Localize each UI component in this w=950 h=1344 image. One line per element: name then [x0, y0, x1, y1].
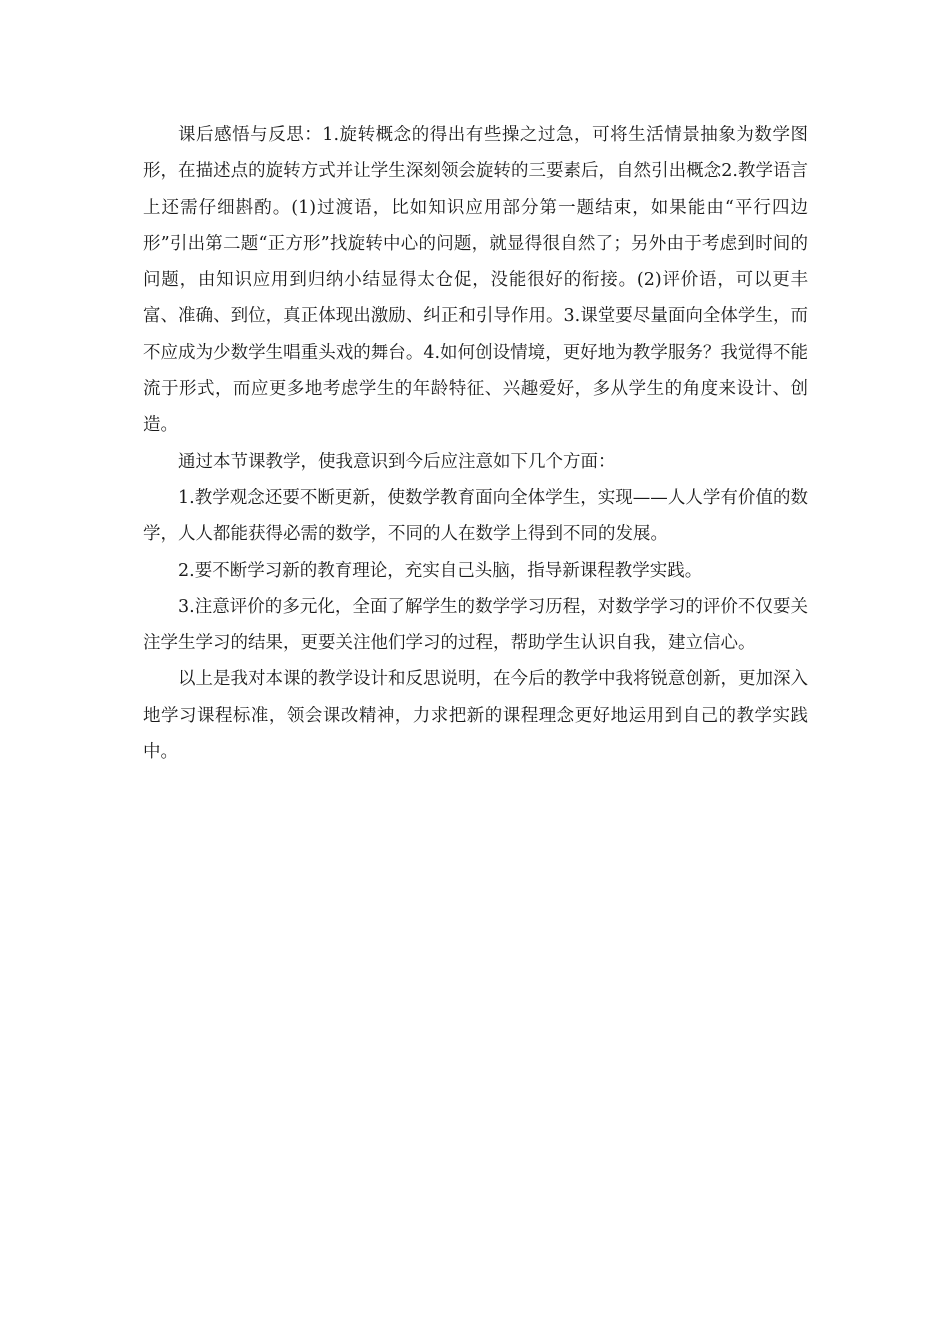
paragraph-conclusion: 以上是我对本课的教学设计和反思说明，在今后的教学中我将锐意创新，更加深入地学习课程标准，领会课改精神，力求把新的课程理念更好地运用到自己的教学实践中。 — [143, 669, 808, 763]
paragraph-point-3: 3.注意评价的多元化，全面了解学生的数学学习历程，对数学学习的评价不仅要关注学生学习的结果，更要关注他们学习的过程，帮助学生认识自我，建立信心。 — [143, 596, 808, 654]
paragraph-intro: 通过本节课教学，使我意识到今后应注意如下几个方面： — [178, 451, 616, 472]
paragraph-point-2: 2.要不断学习新的教育理论，充实自己头脑，指导新课程教学实践。 — [178, 560, 703, 581]
document-body — [143, 117, 808, 770]
paragraph-point-1: 1.教学观念还要不断更新，使数学教育面向全体学生，实现——人人学有价值的数学，人人都能获得必需的数学，不同的人在数学上得到不同的发展。 — [143, 487, 808, 545]
paragraph-reflection: 课后感悟与反思：1.旋转概念的得出有些操之过急，可将生活情景抽象为数学图形，在描述点的旋转方式并让学生深刻领会旋转的三要素后，自然引出概念2.教学语言上还需仔细斟酌。(1)过渡语，比如知识应用部分第一题结束，如果能由“平行四边形”引出第二题“正方形”找旋转中心的问题，就显得很自然了；另外由于考虑到时间的问题，由知识应用到归纳小结显得太仓促，没能很好的衔接。(2)评价语，可以更丰富、准确、到位，真正体现出激励、纠正和引导作用。3.课堂要尽量面向全体学生，而不应成为少数学生唱重头戏的舞台。4.如何创设情境，更好地为教学服务？我觉得不能流于形式，而应更多地考虑学生的年龄特征、兴趣爱好，多从学生的角度来设计、创造。 — [143, 125, 808, 436]
